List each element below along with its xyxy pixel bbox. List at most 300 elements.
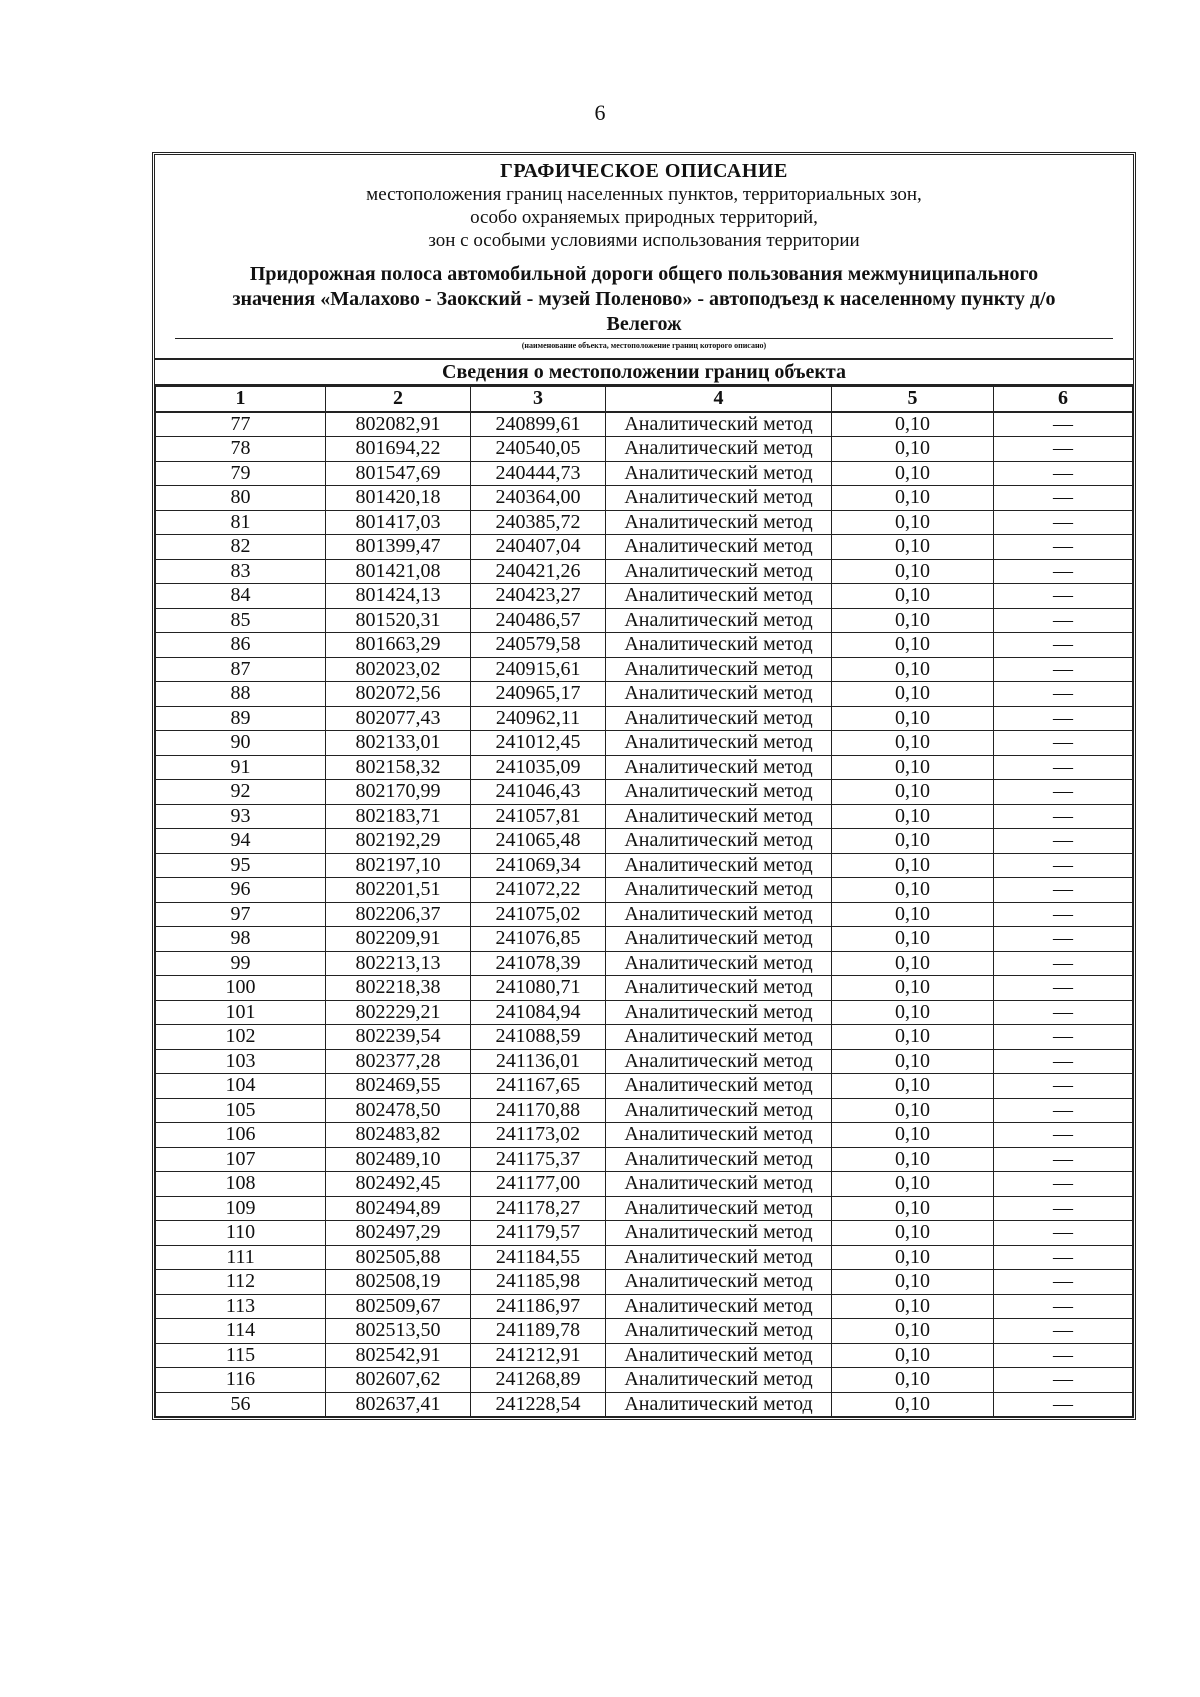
y-coordinate-cell: 240965,17 — [471, 682, 606, 707]
point-number-cell: 86 — [156, 633, 326, 658]
x-coordinate-cell: 801547,69 — [326, 461, 471, 486]
accuracy-cell: 0,10 — [832, 731, 994, 756]
point-number-cell: 110 — [156, 1221, 326, 1246]
point-number-cell: 92 — [156, 780, 326, 805]
y-coordinate-cell: 241268,89 — [471, 1368, 606, 1393]
accuracy-cell: 0,10 — [832, 1172, 994, 1197]
description-cell: — — [994, 755, 1133, 780]
description-cell: — — [994, 510, 1133, 535]
method-cell: Аналитический метод — [606, 1245, 832, 1270]
x-coordinate-cell: 802607,62 — [326, 1368, 471, 1393]
method-cell: Аналитический метод — [606, 976, 832, 1001]
table-row — [156, 682, 1133, 707]
table-row — [156, 1270, 1133, 1295]
point-number-cell: 84 — [156, 584, 326, 609]
table-row — [156, 584, 1133, 609]
table-row — [156, 1147, 1133, 1172]
x-coordinate-cell: 802218,38 — [326, 976, 471, 1001]
x-coordinate-cell: 802077,43 — [326, 706, 471, 731]
description-cell: — — [994, 706, 1133, 731]
description-cell: — — [994, 1368, 1133, 1393]
y-coordinate-cell: 241167,65 — [471, 1074, 606, 1099]
description-cell: — — [994, 1294, 1133, 1319]
method-cell: Аналитический метод — [606, 1098, 832, 1123]
x-coordinate-cell: 802239,54 — [326, 1025, 471, 1050]
description-cell: — — [994, 1270, 1133, 1295]
x-coordinate-cell: 801520,31 — [326, 608, 471, 633]
subtitle-line-1: местоположения границ населенных пунктов, территориальных зон, — [366, 184, 922, 205]
description-cell: — — [994, 878, 1133, 903]
description-cell: — — [994, 804, 1133, 829]
description-cell: — — [994, 780, 1133, 805]
accuracy-cell: 0,10 — [832, 510, 994, 535]
column-header: 3 — [471, 387, 606, 412]
accuracy-cell: 0,10 — [832, 412, 994, 437]
method-cell: Аналитический метод — [606, 1270, 832, 1295]
y-coordinate-cell: 241170,88 — [471, 1098, 606, 1123]
description-cell: — — [994, 1392, 1133, 1417]
point-number-cell: 111 — [156, 1245, 326, 1270]
table-row — [156, 755, 1133, 780]
x-coordinate-cell: 802206,37 — [326, 902, 471, 927]
method-cell: Аналитический метод — [606, 486, 832, 511]
table-row — [156, 486, 1133, 511]
description-cell: — — [994, 1123, 1133, 1148]
accuracy-cell: 0,10 — [832, 804, 994, 829]
point-number-cell: 104 — [156, 1074, 326, 1099]
description-cell: — — [994, 731, 1133, 756]
method-cell: Аналитический метод — [606, 902, 832, 927]
section-title: Сведения о местоположении границ объекта — [155, 360, 1133, 386]
method-cell: Аналитический метод — [606, 1221, 832, 1246]
x-coordinate-cell: 802505,88 — [326, 1245, 471, 1270]
description-cell: — — [994, 437, 1133, 462]
page-number: 6 — [594, 100, 606, 125]
method-cell: Аналитический метод — [606, 1025, 832, 1050]
description-cell: — — [994, 1025, 1133, 1050]
description-cell: — — [994, 1343, 1133, 1368]
point-number-cell: 102 — [156, 1025, 326, 1050]
method-cell: Аналитический метод — [606, 878, 832, 903]
table-row — [156, 927, 1133, 952]
method-cell: Аналитический метод — [606, 1049, 832, 1074]
description-cell: — — [994, 682, 1133, 707]
x-coordinate-cell: 802513,50 — [326, 1319, 471, 1344]
point-number-cell: 105 — [156, 1098, 326, 1123]
point-number-cell: 99 — [156, 951, 326, 976]
accuracy-cell: 0,10 — [832, 927, 994, 952]
y-coordinate-cell: 241186,97 — [471, 1294, 606, 1319]
point-number-cell: 89 — [156, 706, 326, 731]
y-coordinate-cell: 240444,73 — [471, 461, 606, 486]
table-row — [156, 1000, 1133, 1025]
table-row — [156, 633, 1133, 658]
accuracy-cell: 0,10 — [832, 951, 994, 976]
accuracy-cell: 0,10 — [832, 486, 994, 511]
column-header: 2 — [326, 387, 471, 412]
accuracy-cell: 0,10 — [832, 829, 994, 854]
document-title: ГРАФИЧЕСКОЕ ОПИСАНИЕ — [500, 160, 788, 182]
method-cell: Аналитический метод — [606, 535, 832, 560]
document-header — [155, 155, 1133, 360]
table-row — [156, 608, 1133, 633]
y-coordinate-cell: 240540,05 — [471, 437, 606, 462]
table-row — [156, 1343, 1133, 1368]
table-row — [156, 437, 1133, 462]
x-coordinate-cell: 802183,71 — [326, 804, 471, 829]
description-cell: — — [994, 1319, 1133, 1344]
method-cell: Аналитический метод — [606, 559, 832, 584]
x-coordinate-cell: 802201,51 — [326, 878, 471, 903]
method-cell: Аналитический метод — [606, 1294, 832, 1319]
description-cell: — — [994, 927, 1133, 952]
method-cell: Аналитический метод — [606, 755, 832, 780]
point-number-cell: 79 — [156, 461, 326, 486]
point-number-cell: 81 — [156, 510, 326, 535]
accuracy-cell: 0,10 — [832, 1319, 994, 1344]
y-coordinate-cell: 240579,58 — [471, 633, 606, 658]
y-coordinate-cell: 241228,54 — [471, 1392, 606, 1417]
table-row — [156, 1319, 1133, 1344]
accuracy-cell: 0,10 — [832, 1294, 994, 1319]
point-number-cell: 100 — [156, 976, 326, 1001]
table-row — [156, 1221, 1133, 1246]
table-row — [156, 1098, 1133, 1123]
x-coordinate-cell: 801663,29 — [326, 633, 471, 658]
table-row — [156, 1172, 1133, 1197]
accuracy-cell: 0,10 — [832, 1221, 994, 1246]
accuracy-cell: 0,10 — [832, 1025, 994, 1050]
x-coordinate-cell: 802478,50 — [326, 1098, 471, 1123]
x-coordinate-cell: 802508,19 — [326, 1270, 471, 1295]
method-cell: Аналитический метод — [606, 584, 832, 609]
table-row — [156, 829, 1133, 854]
x-coordinate-cell: 802213,13 — [326, 951, 471, 976]
method-cell: Аналитический метод — [606, 951, 832, 976]
method-cell: Аналитический метод — [606, 412, 832, 437]
y-coordinate-cell: 241212,91 — [471, 1343, 606, 1368]
object-name-line-1: Придорожная полоса автомобильной дороги общего пользования межмуниципального — [249, 263, 1039, 285]
point-number-cell: 88 — [156, 682, 326, 707]
method-cell: Аналитический метод — [606, 1392, 832, 1417]
y-coordinate-cell: 241035,09 — [471, 755, 606, 780]
point-number-cell: 101 — [156, 1000, 326, 1025]
accuracy-cell: 0,10 — [832, 608, 994, 633]
y-coordinate-cell: 241179,57 — [471, 1221, 606, 1246]
x-coordinate-cell: 802209,91 — [326, 927, 471, 952]
y-coordinate-cell: 240486,57 — [471, 608, 606, 633]
accuracy-cell: 0,10 — [832, 780, 994, 805]
accuracy-cell: 0,10 — [832, 1196, 994, 1221]
description-cell: — — [994, 1172, 1133, 1197]
description-cell: — — [994, 1221, 1133, 1246]
y-coordinate-cell: 240423,27 — [471, 584, 606, 609]
accuracy-cell: 0,10 — [832, 1270, 994, 1295]
description-cell: — — [994, 657, 1133, 682]
point-number-cell: 82 — [156, 535, 326, 560]
accuracy-cell: 0,10 — [832, 1123, 994, 1148]
x-coordinate-cell: 802542,91 — [326, 1343, 471, 1368]
method-cell: Аналитический метод — [606, 437, 832, 462]
y-coordinate-cell: 241177,00 — [471, 1172, 606, 1197]
subtitle-line-2: особо охраняемых природных территорий, — [470, 207, 818, 228]
table-row — [156, 412, 1133, 437]
object-name-line-3: Велегож — [606, 313, 682, 335]
x-coordinate-cell: 801417,03 — [326, 510, 471, 535]
method-cell: Аналитический метод — [606, 927, 832, 952]
accuracy-cell: 0,10 — [832, 1147, 994, 1172]
object-name-line-2: значения «Малахово - Заокский - музей Поленово» - автоподъезд к населенному пункту д/о — [232, 288, 1056, 310]
method-cell: Аналитический метод — [606, 461, 832, 486]
description-cell: — — [994, 853, 1133, 878]
method-cell: Аналитический метод — [606, 1196, 832, 1221]
method-cell: Аналитический метод — [606, 657, 832, 682]
coordinates-table — [155, 386, 1133, 1417]
description-cell: — — [994, 976, 1133, 1001]
method-cell: Аналитический метод — [606, 1074, 832, 1099]
point-number-cell: 90 — [156, 731, 326, 756]
y-coordinate-cell: 241088,59 — [471, 1025, 606, 1050]
description-cell: — — [994, 559, 1133, 584]
method-cell: Аналитический метод — [606, 608, 832, 633]
y-coordinate-cell: 241057,81 — [471, 804, 606, 829]
x-coordinate-cell: 802072,56 — [326, 682, 471, 707]
y-coordinate-cell: 240364,00 — [471, 486, 606, 511]
point-number-cell: 115 — [156, 1343, 326, 1368]
x-coordinate-cell: 802377,28 — [326, 1049, 471, 1074]
x-coordinate-cell: 802489,10 — [326, 1147, 471, 1172]
table-row — [156, 853, 1133, 878]
y-coordinate-cell: 241178,27 — [471, 1196, 606, 1221]
accuracy-cell: 0,10 — [832, 559, 994, 584]
method-cell: Аналитический метод — [606, 1123, 832, 1148]
y-coordinate-cell: 241080,71 — [471, 976, 606, 1001]
table-row — [156, 1294, 1133, 1319]
y-coordinate-cell: 241175,37 — [471, 1147, 606, 1172]
table-row — [156, 731, 1133, 756]
point-number-cell: 109 — [156, 1196, 326, 1221]
y-coordinate-cell: 241065,48 — [471, 829, 606, 854]
table-row — [156, 1392, 1133, 1417]
accuracy-cell: 0,10 — [832, 437, 994, 462]
x-coordinate-cell: 802158,32 — [326, 755, 471, 780]
method-cell: Аналитический метод — [606, 510, 832, 535]
method-cell: Аналитический метод — [606, 731, 832, 756]
x-coordinate-cell: 802133,01 — [326, 731, 471, 756]
accuracy-cell: 0,10 — [832, 1074, 994, 1099]
point-number-cell: 107 — [156, 1147, 326, 1172]
method-cell: Аналитический метод — [606, 633, 832, 658]
description-cell: — — [994, 1000, 1133, 1025]
method-cell: Аналитический метод — [606, 853, 832, 878]
object-caption: (наименование объекта, местоположение границ которого описано) — [521, 341, 767, 350]
y-coordinate-cell: 241136,01 — [471, 1049, 606, 1074]
method-cell: Аналитический метод — [606, 1319, 832, 1344]
point-number-cell: 112 — [156, 1270, 326, 1295]
accuracy-cell: 0,10 — [832, 706, 994, 731]
description-cell: — — [994, 535, 1133, 560]
table-row — [156, 657, 1133, 682]
point-number-cell: 95 — [156, 853, 326, 878]
accuracy-cell: 0,10 — [832, 976, 994, 1001]
object-name — [175, 262, 1113, 339]
y-coordinate-cell: 240915,61 — [471, 657, 606, 682]
point-number-cell: 87 — [156, 657, 326, 682]
accuracy-cell: 0,10 — [832, 878, 994, 903]
y-coordinate-cell: 240899,61 — [471, 412, 606, 437]
y-coordinate-cell: 240407,04 — [471, 535, 606, 560]
point-number-cell: 80 — [156, 486, 326, 511]
accuracy-cell: 0,10 — [832, 1392, 994, 1417]
table-body — [156, 412, 1133, 1417]
y-coordinate-cell: 240385,72 — [471, 510, 606, 535]
description-cell: — — [994, 1049, 1133, 1074]
table-row — [156, 780, 1133, 805]
point-number-cell: 78 — [156, 437, 326, 462]
y-coordinate-cell: 241084,94 — [471, 1000, 606, 1025]
table-row — [156, 706, 1133, 731]
y-coordinate-cell: 241184,55 — [471, 1245, 606, 1270]
y-coordinate-cell: 240962,11 — [471, 706, 606, 731]
description-cell: — — [994, 461, 1133, 486]
x-coordinate-cell: 801424,13 — [326, 584, 471, 609]
method-cell: Аналитический метод — [606, 682, 832, 707]
table-row — [156, 1368, 1133, 1393]
accuracy-cell: 0,10 — [832, 657, 994, 682]
x-coordinate-cell: 801399,47 — [326, 535, 471, 560]
accuracy-cell: 0,10 — [832, 755, 994, 780]
description-cell: — — [994, 633, 1133, 658]
method-cell: Аналитический метод — [606, 1000, 832, 1025]
method-cell: Аналитический метод — [606, 804, 832, 829]
column-header: 6 — [994, 387, 1133, 412]
accuracy-cell: 0,10 — [832, 1245, 994, 1270]
point-number-cell: 108 — [156, 1172, 326, 1197]
accuracy-cell: 0,10 — [832, 1343, 994, 1368]
x-coordinate-cell: 802082,91 — [326, 412, 471, 437]
table-row — [156, 976, 1133, 1001]
x-coordinate-cell: 802170,99 — [326, 780, 471, 805]
description-cell: — — [994, 829, 1133, 854]
table-row — [156, 951, 1133, 976]
y-coordinate-cell: 241189,78 — [471, 1319, 606, 1344]
description-cell: — — [994, 486, 1133, 511]
x-coordinate-cell: 802483,82 — [326, 1123, 471, 1148]
method-cell: Аналитический метод — [606, 780, 832, 805]
x-coordinate-cell: 801420,18 — [326, 486, 471, 511]
x-coordinate-cell: 801421,08 — [326, 559, 471, 584]
y-coordinate-cell: 240421,26 — [471, 559, 606, 584]
x-coordinate-cell: 802197,10 — [326, 853, 471, 878]
description-cell: — — [994, 1245, 1133, 1270]
x-coordinate-cell: 802497,29 — [326, 1221, 471, 1246]
description-cell: — — [994, 584, 1133, 609]
point-number-cell: 116 — [156, 1368, 326, 1393]
point-number-cell: 83 — [156, 559, 326, 584]
description-cell: — — [994, 1196, 1133, 1221]
y-coordinate-cell: 241069,34 — [471, 853, 606, 878]
description-cell: — — [994, 1074, 1133, 1099]
table-row — [156, 1123, 1133, 1148]
method-cell: Аналитический метод — [606, 706, 832, 731]
y-coordinate-cell: 241173,02 — [471, 1123, 606, 1148]
x-coordinate-cell: 802192,29 — [326, 829, 471, 854]
y-coordinate-cell: 241076,85 — [471, 927, 606, 952]
point-number-cell: 93 — [156, 804, 326, 829]
table-row — [156, 1196, 1133, 1221]
method-cell: Аналитический метод — [606, 1343, 832, 1368]
point-number-cell: 106 — [156, 1123, 326, 1148]
table-row — [156, 461, 1133, 486]
table-row — [156, 535, 1133, 560]
point-number-cell: 114 — [156, 1319, 326, 1344]
point-number-cell: 103 — [156, 1049, 326, 1074]
method-cell: Аналитический метод — [606, 1147, 832, 1172]
x-coordinate-cell: 802494,89 — [326, 1196, 471, 1221]
method-cell: Аналитический метод — [606, 1368, 832, 1393]
description-cell: — — [994, 1098, 1133, 1123]
y-coordinate-cell: 241072,22 — [471, 878, 606, 903]
accuracy-cell: 0,10 — [832, 461, 994, 486]
column-header: 5 — [832, 387, 994, 412]
x-coordinate-cell: 802492,45 — [326, 1172, 471, 1197]
table-header-row — [156, 387, 1133, 412]
column-header: 1 — [156, 387, 326, 412]
description-cell: — — [994, 951, 1133, 976]
accuracy-cell: 0,10 — [832, 1098, 994, 1123]
table-row — [156, 559, 1133, 584]
point-number-cell: 91 — [156, 755, 326, 780]
x-coordinate-cell: 802509,67 — [326, 1294, 471, 1319]
subtitle-line-3: зон с особыми условиями использования территории — [428, 230, 860, 251]
accuracy-cell: 0,10 — [832, 853, 994, 878]
method-cell: Аналитический метод — [606, 829, 832, 854]
table-row — [156, 1074, 1133, 1099]
accuracy-cell: 0,10 — [832, 535, 994, 560]
table-row — [156, 902, 1133, 927]
y-coordinate-cell: 241185,98 — [471, 1270, 606, 1295]
description-cell: — — [994, 902, 1133, 927]
y-coordinate-cell: 241012,45 — [471, 731, 606, 756]
point-number-cell: 98 — [156, 927, 326, 952]
x-coordinate-cell: 801694,22 — [326, 437, 471, 462]
accuracy-cell: 0,10 — [832, 1049, 994, 1074]
point-number-cell: 97 — [156, 902, 326, 927]
x-coordinate-cell: 802637,41 — [326, 1392, 471, 1417]
x-coordinate-cell: 802469,55 — [326, 1074, 471, 1099]
x-coordinate-cell: 802229,21 — [326, 1000, 471, 1025]
y-coordinate-cell: 241078,39 — [471, 951, 606, 976]
table-row — [156, 510, 1133, 535]
column-header: 4 — [606, 387, 832, 412]
x-coordinate-cell: 802023,02 — [326, 657, 471, 682]
point-number-cell: 113 — [156, 1294, 326, 1319]
description-cell: — — [994, 412, 1133, 437]
point-number-cell: 56 — [156, 1392, 326, 1417]
document-frame — [152, 152, 1136, 1420]
table-row — [156, 878, 1133, 903]
accuracy-cell: 0,10 — [832, 902, 994, 927]
point-number-cell: 94 — [156, 829, 326, 854]
method-cell: Аналитический метод — [606, 1172, 832, 1197]
point-number-cell: 96 — [156, 878, 326, 903]
accuracy-cell: 0,10 — [832, 1368, 994, 1393]
accuracy-cell: 0,10 — [832, 633, 994, 658]
table-row — [156, 804, 1133, 829]
accuracy-cell: 0,10 — [832, 682, 994, 707]
y-coordinate-cell: 241075,02 — [471, 902, 606, 927]
table-row — [156, 1049, 1133, 1074]
